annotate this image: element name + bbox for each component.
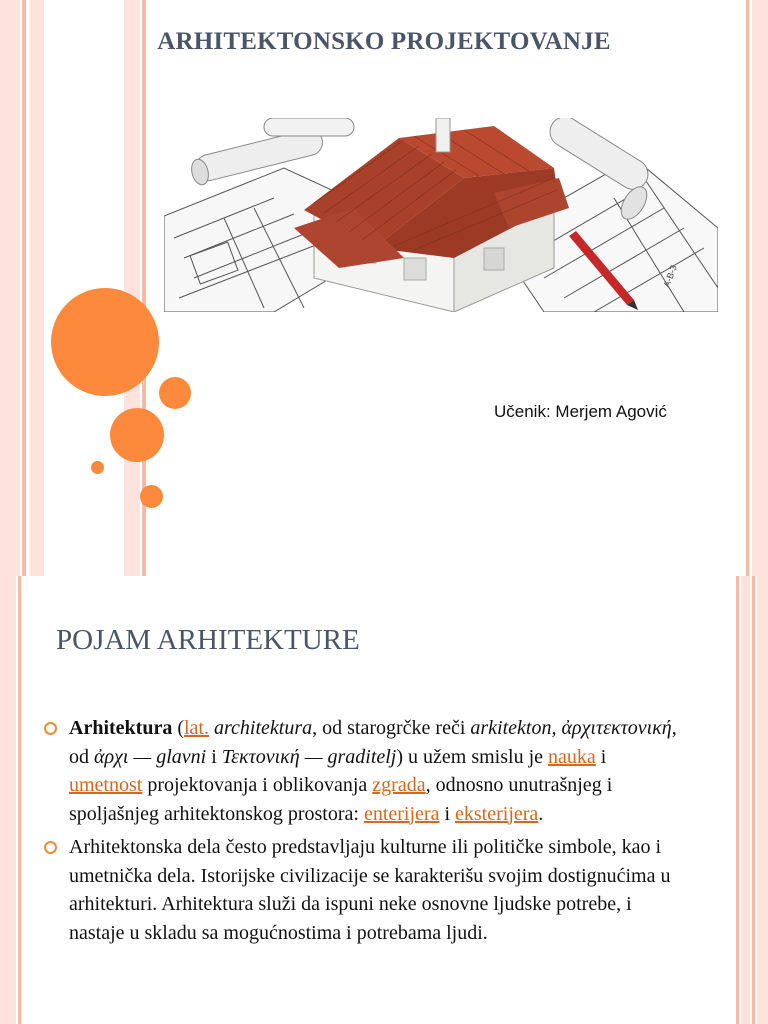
decorative-stripe: [18, 576, 21, 1024]
link-lat[interactable]: lat.: [184, 717, 209, 739]
slide-title: ARHITEKTONSKO PROJEKTOVANJE: [157, 28, 611, 55]
decorative-stripe: [124, 0, 140, 576]
link-zgrada[interactable]: zgrada: [372, 774, 426, 796]
link-nauka[interactable]: nauka: [548, 745, 596, 768]
decorative-stripe: [736, 576, 739, 1024]
svg-text:A-B-3: A-B-3: [661, 263, 679, 289]
decorative-circle: [140, 485, 163, 508]
decorative-circle: [51, 288, 159, 396]
house-blueprint-image: [164, 118, 718, 312]
italic-term: architektura: [214, 717, 313, 739]
italic-term: Τεκτονική — graditelj: [221, 745, 397, 768]
slide-title: POJAM ARHITEKTURE: [56, 624, 360, 656]
bullet-text: Arhitektonska dela često predstavljaju kulturne ili političke simbole, kao i umetnička dela. Istorijske civilizacije se karakterišu svojim dostignućima u arhitekturi. Arhitektura služi da ispuni neke osnovne ljudske potrebe, i nastaje u skladu sa mogućnostima i potrebama ljudi.: [69, 836, 671, 944]
decorative-stripe: [0, 0, 20, 576]
italic-term: arkitekton, ἀρχιτεκτονική: [470, 717, 672, 739]
bullet-circle-icon: [44, 841, 57, 854]
text-run: , od: [69, 717, 677, 768]
bullet-circle-icon: [44, 722, 57, 735]
link-eksterijera[interactable]: eksterijera: [455, 802, 539, 825]
text-run: , od starogrčke reči: [312, 717, 471, 739]
list-item: [44, 833, 684, 947]
decorative-stripe: [746, 0, 749, 576]
text-run: i: [439, 802, 456, 825]
text-run: i: [595, 745, 607, 768]
student-name: Učenik: Merjem Agović: [494, 402, 667, 421]
text-run: (: [172, 717, 184, 739]
bullet-list: [44, 714, 684, 952]
decorative-stripe: [30, 0, 44, 576]
text-run: projektovanja i oblikovanja: [142, 774, 373, 796]
decorative-stripe: [0, 576, 16, 1024]
decorative-circle: [110, 408, 164, 462]
decorative-stripe: [22, 0, 26, 576]
content-slide: [0, 576, 768, 1024]
decorative-stripe: [757, 576, 768, 1024]
text-run: ) u užem smislu je: [396, 745, 549, 768]
decorative-circle: [159, 377, 191, 409]
text-run: i: [206, 745, 222, 768]
decorative-circle: [91, 461, 104, 474]
list-item: [44, 714, 684, 828]
decorative-stripe: [752, 0, 768, 576]
decorative-stripe: [741, 576, 750, 1024]
link-enterijera[interactable]: enterijera: [363, 802, 440, 825]
italic-term: ἀρχι — glavni: [94, 745, 207, 768]
text-run: , odnosno unutrašnjeg i spoljašnjeg arhitektonskog prostora:: [69, 774, 613, 825]
term-bold: Arhitektura: [69, 717, 173, 739]
link-umetnost[interactable]: umetnost: [69, 774, 143, 796]
text-run: .: [538, 802, 544, 825]
decorative-stripe: [752, 576, 755, 1024]
